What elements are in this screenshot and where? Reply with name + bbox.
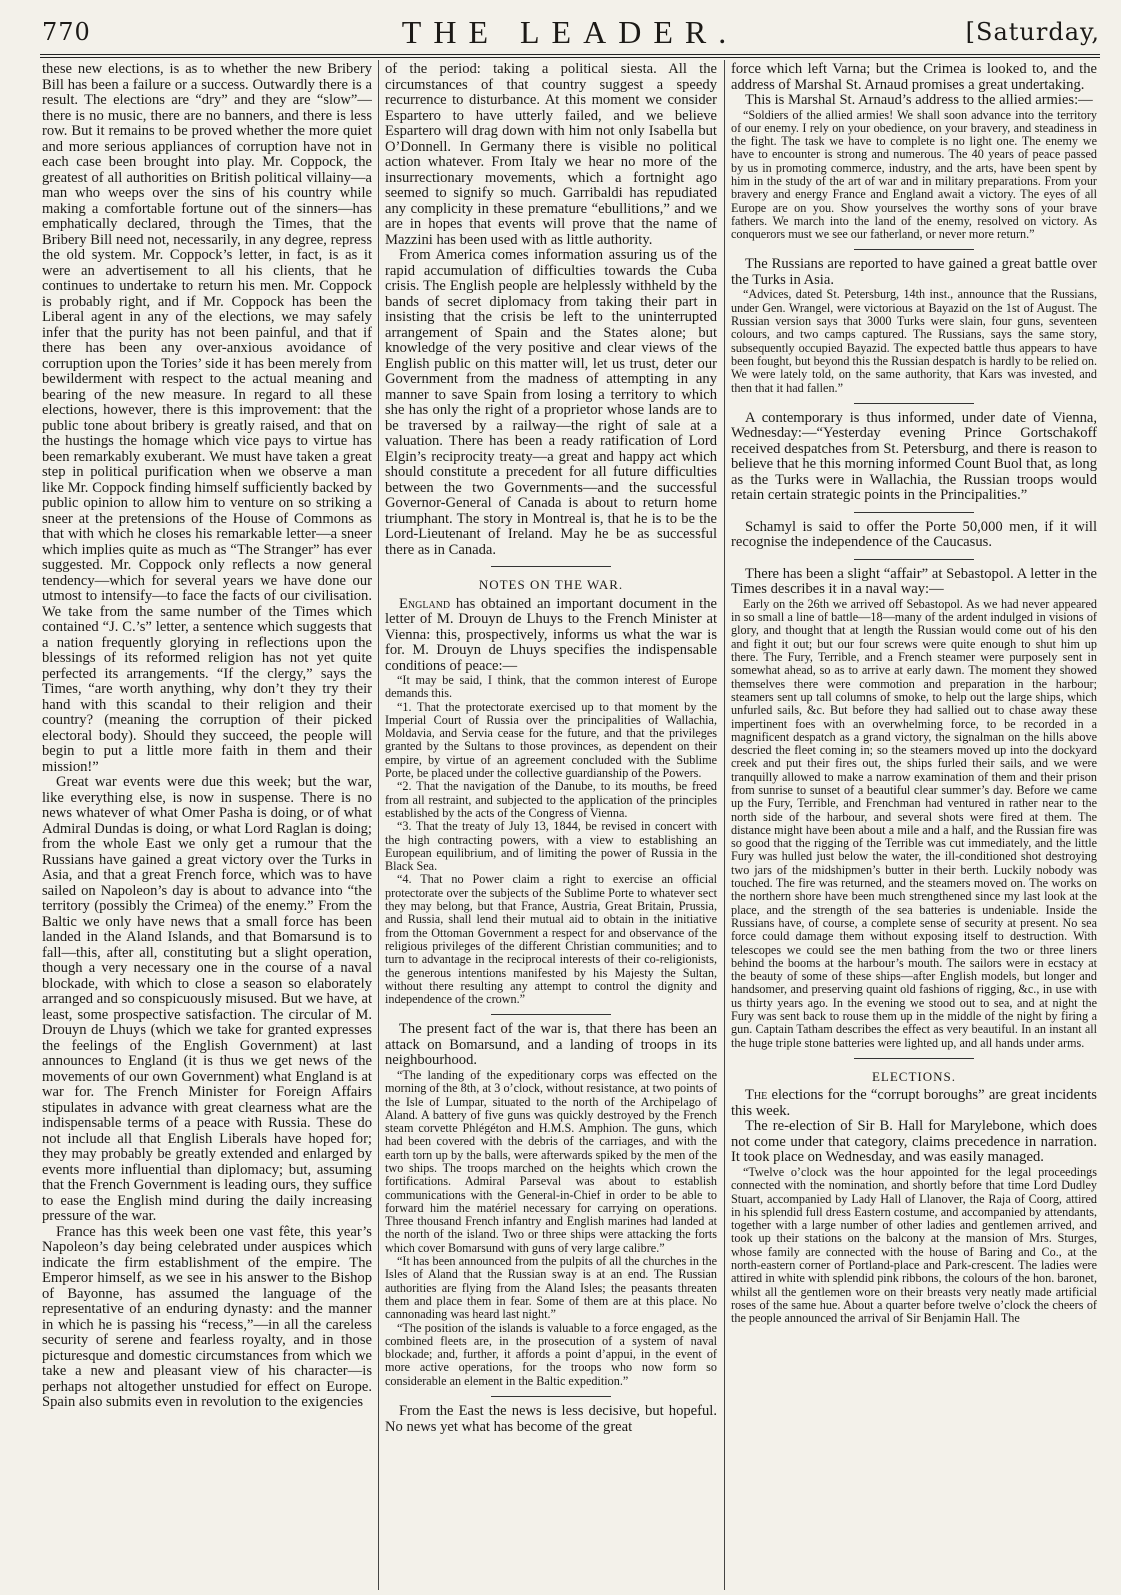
quote-paragraph: “It may be said, I think, that the common interest of Europe demands this. bbox=[385, 673, 717, 701]
section-rule bbox=[854, 512, 974, 513]
quote-paragraph: “2. That the navigation of the Danube, to its mouths, be freed from all restraint, and subjected to the application of the principles established by the acts of the Congress of Vienna. bbox=[385, 779, 717, 820]
paragraph bbox=[385, 597, 717, 675]
paragraph: A contemporary is thus informed, under date of Vienna, Wednesday:—“Yesterday evening Prince Gortschakoff received despatches from St. Petersburg, and there is reason to believe that he this morning informed Count Buol that, as long as the Turks were in Wallachia, the Russian troops would retain certain strategic points in the Principalities.” bbox=[731, 409, 1097, 504]
section-heading-notes-on-the-war: NOTES ON THE WAR. bbox=[478, 577, 624, 592]
quoted-despatch bbox=[385, 1069, 717, 1388]
column-1 bbox=[42, 62, 372, 1587]
paragraph-text: has obtained an important document in the letter of M. Drouyn de Lhuys to the French Minister at Vienna: this, prospectively, informs us what the war is for. M. Drouyn de Lhuys specifies the indispensable conditions of peace:— bbox=[385, 595, 717, 674]
section-rule bbox=[854, 1058, 974, 1059]
quoted-advices bbox=[731, 288, 1097, 394]
quote-paragraph: “Twelve o’clock was the hour appointed for the legal proceedings connected with the nomination, and shortly before that time Lord Dudley Stuart, accompanied by Lady Hall of Llanover, the Raja of Coorg, attired in his splendid full dress Eastern costume, and accompanied by attendants, together with a large number of other ladies and gentlemen arrived, and took up their stations on the balcony at the mansion of Mrs. Sturges, whose family are connected with the house of Baring and Co., at the north-eastern corner of Portland-place and Park-crescent. The ladies were attired in white with splendid pink ribbons, the colours of the hon. baronet, whilst all the gentlemen wore on their breasts very neatly made artificial roses of the same hue. About a quarter before twelve o’clock the cheers of the people announced the arrival of Sir Benjamin Hall. The bbox=[731, 1164, 1097, 1326]
quoted-address bbox=[731, 109, 1097, 242]
section-rule bbox=[854, 559, 974, 560]
paragraph: of the period: taking a political siesta. All the circumstances of that country suggest a speedy recurrence to disturbance. At this moment we consider Espartero to have utterly failed, and we believe Espartero will drag down with him not only Isabella but O’Donnell. In Germany there is visible no political action whatever. From Italy we hear no more of the insurrectionary movements, which a fortnight ago seemed to signify so much. Garribaldi has repudiated any complicity in these premature “ebullitions,” and we are in hopes that events will prove that the name of Mazzini has been used with as little authority. bbox=[385, 62, 717, 248]
lead-word: The bbox=[745, 1087, 768, 1104]
quote-paragraph: “1. That the protectorate exercised up to that moment by the Imperial Court of Russia over the principalities of Wallachia, Moldavia, and Servia cease for the future, and that the privileges granted by the Sultans to those provinces, as dependent on their empire, by virtue of an agreement concluded with the Sublime Porte, be placed under the collective guardianship of the Powers. bbox=[385, 699, 717, 781]
lead-word: England bbox=[399, 595, 451, 612]
masthead bbox=[40, 12, 1100, 50]
quote-paragraph: Early on the 26th we arrived off Sebastopol. As we had never appeared in so small a line of battle—18—many of the ardent indulged in visions of glory, and thought that at length the Russian would come out of his den and fight it out; but our four screws were quite enough to shut him up there. The Fury, Terrible, and a French steamer were purposely sent in somewhat ahead, so as to arrive at early dawn. The moment they showed themselves there were commotion and preparation in the harbour; steamers sent up tall columns of smoke, to help out the large ships, which unfurled sails, &c. But before they had sallied out to chase away these impertinent foes with an overwhelming force, to be recorded in a magnificent despatch as a grand victory, the signalman on the hills above descried the fleet coming in; so the steamers moved up into the dockyard creek and put their fires out, the ships furled their sails, and we were tranquilly allowed to make a narrow examination of them and their prison from sunrise to sunset of a beautiful clear summer’s day. Before we came up the Fury, Terrible, and Frenchman had ventured in rather near to the north side of the harbour, and several shots were fired at them. The distance might have been about a mile and a half, and the Russian fire was so good that the rigging of the Terrible was cut immediately, and the little Fury was hulled just below the water, the ill-conditioned shot destroying two jars of the midshipmen’s butter in their berth. Luckily nobody was touched. The fire was returned, and the steamers moved on. The works on the northern shore have been much strengthened since my last look at the place, and the strength of the sea batteries is undeniable. Inside the Russians have, of course, a complete sense of security at present. No sea force could damage them without exposing itself to destruction. With telescopes we could see the men bathing from the two or three liners behind the booms at the harbour’s mouth. The sailors were in ecstacy at the beauty of some of these ships—after English models, but longer and handsomer, and preserving quaint old fashions of rigging, &c., in use with us thirty years ago. In the evening we stood out to sea, and at night the Fury was sent back to rouse them up in the middle of the night by firing a gun. Captain Tatham describes the effect as very beautiful. In an instant all the huge triple stone batteries were lighted up, and all hands under arms. bbox=[731, 596, 1097, 1050]
paragraph: Great war events were due this week; but the war, like everything else, is now in suspense. There is no news whatever of what Omer Pasha is doing, or of what Admiral Dundas is doing, or what Lord Raglan is doing; from the whole East we only get a rumour that the Russians have gained a great victory over the Turks in Asia, and that a great French force, which was to have sailed on Napoleon’s day is about to advance into “the territory (possibly the Crimea) of the enemy.” From the Baltic we only have news that a small force has been landed in the Aland Islands, and that Bomarsund is to fall—this, after all, constituting but a slight operation, though a very necessary one in the course of a naval blockade, with which to close a season so elaborately arranged and so conspicuously misused. But we have, at least, some prospective satisfaction. The circular of M. Drouyn de Lhuys (which we take for granted expresses the feelings of the English Government) at last announces to England (it is thus we get news of the movements of our own Government) what England is at war for. The French Minister for Foreign Affairs stipulates in advance with great clearness what are the indispensable terms of a peace with Russia. These do not include all that English Liberals have hoped for; they may probably be greatly extended and enlarged by events more influential than diplomacy; but, assuming that the French Government is leading ours, they suffice to ease the English mind during the daily increasing pressure of the war. bbox=[42, 774, 372, 1224]
section-rule bbox=[854, 249, 974, 250]
paragraph: There has been a slight “affair” at Sebastopol. A letter in the Times describes it in a naval way:— bbox=[731, 565, 1097, 598]
section-rule bbox=[491, 1396, 611, 1397]
quote-paragraph: “It has been announced from the pulpits of all the churches in the Isles of Aland that the Russian sway is at an end. The Russian authorities are flying from the Aland Isles; the peasants threaten them and place them in fear. Some of them are at this place. No cannonading was heard last night.” bbox=[385, 1254, 717, 1322]
quote-paragraph: “Soldiers of the allied armies! We shall soon advance into the territory of our enemy. I rely on your obedience, on your bravery, and steadiness in the fight. The task we have to complete is no light one. The enemy we have to encounter is strong and numerous. The 40 years of peace passed by us in promoting commerce, industry, and the arts, have been spent by him in the study of the art of war and in military preparations. From your bravery and energy France and England await a victory. The eyes of all Europe are on you. Show yourselves the worthy sons of your brave fathers. We march into the land of the enemy, resolved on victory. As conquerors must we see our fatherland, or never more return.” bbox=[731, 107, 1097, 242]
quote-paragraph: “Advices, dated St. Petersburg, 14th inst., announce that the Russians, under Gen. Wrangel, were victorious at Bayazid on the 1st of August. The Russian version says that 3000 Turks were slain, four guns, seventeen colours, and two camps captured. The Russians, says the same story, subsequently occupied Bayazid. The expected battle thus appears to have been fought, but beyond this the Russian despatch is hardly to be relied on. We were lately told, on the same authority, that Kars was invested, and then that it had fallen.” bbox=[731, 287, 1097, 395]
paragraph: these new elections, is as to whether the new Bribery Bill has been a failure or a success. Outwardly there is a result. The elections are “dry” and they are “slow”—there is no music, there are no banners, and there is less row. But it remains to be proved whether the more quiet and more serious appliances of corruption have not in each case been brought into play. Mr. Coppock, the greatest of all authorities on British political villainy—a man who weeps over the sins of his country while making a comfortable fortune out of the sinners—has emphatically declared, through the Times, that the Bribery Bill need not, necessarily, in any degree, repress the old system. Mr. Coppock’s letter, in fact, is as it were an advertisement to all his clients, that he continues to undertake to return his men. Mr. Coppock is probably right, and if Mr. Coppock has been the Liberal agent in any of the elections, we may safely infer that the purity has not been painful, and that if there has been any over-anxious avoidance of corruption upon the Tories’ side it has been merely from bewilderment with respect to the actual meaning and bearing of the new measure. In regard to all these elections, however, there is this improvement: that the public tone about bribery is greatly raised, and that on the hustings the homage which vice pays to virtue has been remarkably exuberant. We must have taken a great step in political purification when we observe a man like Mr. Coppock finding himself sufficiently backed by public opinion to allow him to venture on so striking a sneer at the pretensions of the House of Commons as that with which he closes his remarkable letter—a sneer which implies quite as much as “The Stranger” has ever suggested. Mr. Coppock only reflects a now general tendency—which for several years we have done our utmost to intensify—to face the facts of our civilisation. We take from the same number of the Times which contained “J. C.’s” letter, a sentence which suggests that a nation frequently glorying in reflections upon the blessings of its reformed religion has not yet quite perfected its arrangements. “If the clergy,” says the Times, “are worth anything, why don’t they try their hand with this scandal to their religion and their country? (meaning the corruption of their picked electoral body). Should they succeed, the people will begin to put a little more faith in them and their mission!” bbox=[42, 62, 372, 775]
column-2 bbox=[385, 62, 717, 1587]
paragraph: force which left Varna; but the Crimea is looked to, and the address of Marshal St. Arnaud promises a great undertaking. bbox=[731, 62, 1097, 93]
issue-day: [Saturday, bbox=[965, 18, 1100, 46]
quoted-letter bbox=[731, 598, 1097, 1050]
paragraph: France has this week been one vast fête, this year’s Napoleon’s day being celebrated under auspices which indicate the firm establishment of the empire. The Emperor himself, as we see in his answer to the Bishop of Bayonne, has assumed the language of the representative of an enduring dynasty: and the manner in which he is passing his “recess,”—in all the careless security of serene and fearless royalty, and in those picturesque and domestic circumstances from which we take a new and pleasant view of his character—is perhaps not altogether unstudied for effect on Europe. Spain also submits even in revolution to the exigencies bbox=[42, 1223, 372, 1410]
column-divider bbox=[378, 60, 379, 1590]
paragraph: The Russians are reported to have gained a great battle over the Turks in Asia. bbox=[731, 256, 1097, 288]
section-rule bbox=[854, 403, 974, 404]
masthead-rule-thin bbox=[40, 57, 1100, 58]
section-rule bbox=[491, 1014, 611, 1015]
quoted-report bbox=[731, 1166, 1097, 1326]
paragraph: From the East the news is less decisive, but hopeful. No news yet what has become of the great bbox=[385, 1403, 717, 1435]
paragraph: This is Marshal St. Arnaud’s address to the allied armies:— bbox=[745, 92, 1093, 108]
column-3 bbox=[731, 62, 1097, 1587]
column-divider bbox=[724, 60, 725, 1590]
section-heading-elections: ELECTIONS. bbox=[871, 1068, 957, 1084]
quote-paragraph: “The position of the islands is valuable to a force engaged, as the combined fleets are, in the prosecution of a system of naval blockade; and, further, it affords a point d’appui, in the event of more active operations, for the troops who now form so considerable an element in the Baltic expedition.” bbox=[385, 1320, 717, 1388]
masthead-rule bbox=[40, 54, 1100, 55]
paragraph bbox=[731, 1088, 1097, 1119]
paragraph-text: elections for the “corrupt boroughs” are great incidents this week. bbox=[731, 1087, 1097, 1119]
paragraph: Schamyl is said to offer the Porte 50,000 men, if it will recognise the independence of the Caucasus. bbox=[731, 518, 1097, 551]
newspaper-title: THE LEADER. bbox=[401, 14, 739, 50]
paragraph: From America comes information assuring us of the rapid accumulation of difficulties towards the Cuba crisis. The English people are helplessly withheld by the bands of secret diplomacy from taking their part in insisting that the crisis be left to the uninterrupted arrangement of Spain and the States alone; but knowledge of the very positive and clear views of the English public on this matter will, let us trust, deter our Government from the madness of attempting in any manner to save Spain from losing a territory to which she has only the right of a proprietor whose lands are to be traversed by a railway—the right of sale at a valuation. There has been a ready ratification of Lord Elgin’s reciprocity treaty—a great and happy act which should constitute a precedent for all future difficulties between the two Governments—and the successful Governor-General of Canada is about to return home triumphant. The story in Montreal is, that he is to be the Lord-Lieutenant of Ireland. May he be as successful there as in Canada. bbox=[385, 247, 717, 558]
quoted-document bbox=[385, 674, 717, 1006]
paragraph: The re-election of Sir B. Hall for Marylebone, which does not come under that category, claims precedence in narration. It took place on Wednesday, and was easily managed. bbox=[731, 1118, 1097, 1166]
paragraph: The present fact of the war is, that there has been an attack on Bomarsund, and a landing of troops in its neighbourhood. bbox=[385, 1021, 717, 1069]
quote-paragraph: “The landing of the expeditionary corps was effected on the morning of the 8th, at 3 o’clock, without resistance, at two points of the Isle of Lumpar, situated to the north of the Archipelago of Aland. A battery of five guns was quickly destroyed by the French steam corvette Phlégéton and H.M.S. Amphion. The guns, which had been covered with the debris of the carriages, and with the earth torn up by the balls, were afterwards spiked by the men of the two ships. The troops marched on the heights which crown the fortifications. Admiral Parseval was about to establish communications with the General-in-Chief in order to be able to forward him the matériel necessary for carrying on operations. Three thousand French infantry and English marines had landed at the north of the island. Two or three ships were attacking the forts which cover Bomarsund with guns of very large calibre.” bbox=[385, 1067, 717, 1255]
section-rule bbox=[491, 566, 611, 567]
quote-paragraph: “4. That no Power claim a right to exercise an official protectorate over the subjects of the Sublime Porte to whatever sect they may belong, but that France, Austria, Great Britain, Prussia, and Russia, shall lend their mutual aid to obtain in the initiative from the Ottoman Government a respect for and observance of the religious privileges of the different Christian communities; and to turn to advantage in the reciprocal interests of their co-religionists, the generous intentions manifested by his Majesty the Sultan, without there resulting any attempt to control the dignity and independence of the crown.” bbox=[385, 872, 717, 1007]
page-number: 770 bbox=[42, 18, 91, 46]
quote-paragraph: “3. That the treaty of July 13, 1844, be revised in concert with the high contracting powers, with a view to establishing an European equilibrium, and of limiting the power of Russia in the Black Sea. bbox=[385, 819, 717, 874]
